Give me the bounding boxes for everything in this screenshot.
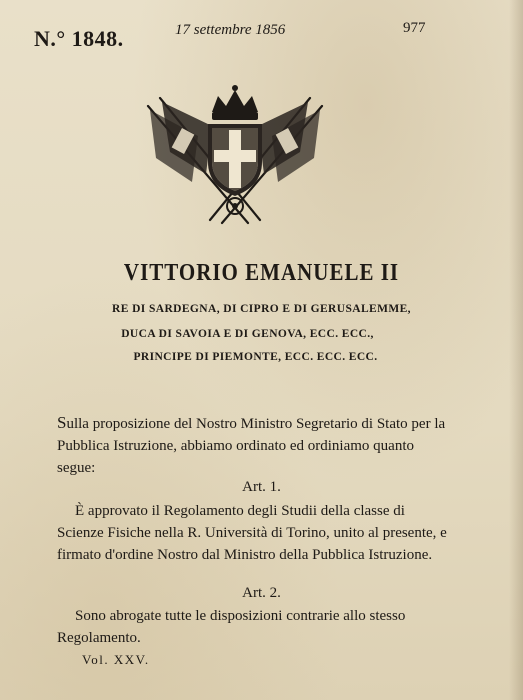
intro-paragraph [57, 412, 447, 479]
intro-text: ulla proposizione del Nostro Ministro Segretario di Stato per la Pubblica Istruzione, abbiamo ordinato ed ordiniamo quanto segue: [57, 416, 446, 476]
king-name-heading: VITTORIO EMANUELE II [123, 258, 400, 286]
intro-first-letter: S [57, 413, 67, 432]
title-line-2: DUCA DI SAVOIA E DI GENOVA, ECC. ECC., [121, 328, 374, 340]
page-number: 977 [403, 20, 426, 36]
article-1-heading: Art. 1. [242, 479, 281, 495]
volume-label: Vol. XXV. [82, 652, 150, 667]
decree-date: 17 settembre 1856 [175, 22, 286, 38]
title-line-1: RE DI SARDEGNA, DI CIPRO E DI GERUSALEMME, [112, 303, 411, 315]
title-line-3: PRINCIPE DI PIEMONTE, ECC. ECC. ECC. [133, 351, 378, 363]
savoy-coat-of-arms-icon [140, 78, 330, 228]
article-2-text: Sono abrogate tutte le disposizioni contrarie allo stesso Regolamento. [57, 608, 406, 646]
article-2-heading: Art. 2. [242, 585, 281, 601]
article-1-text: È approvato il Regolamento degli Studii della classe di Scienze Fisiche nella R. Università di Torino, unito al presente, e firmato d'ordine Nostro dal Ministro della Pubblica Istruzione. [57, 503, 447, 563]
decree-number: N.° 1848. [34, 26, 124, 51]
